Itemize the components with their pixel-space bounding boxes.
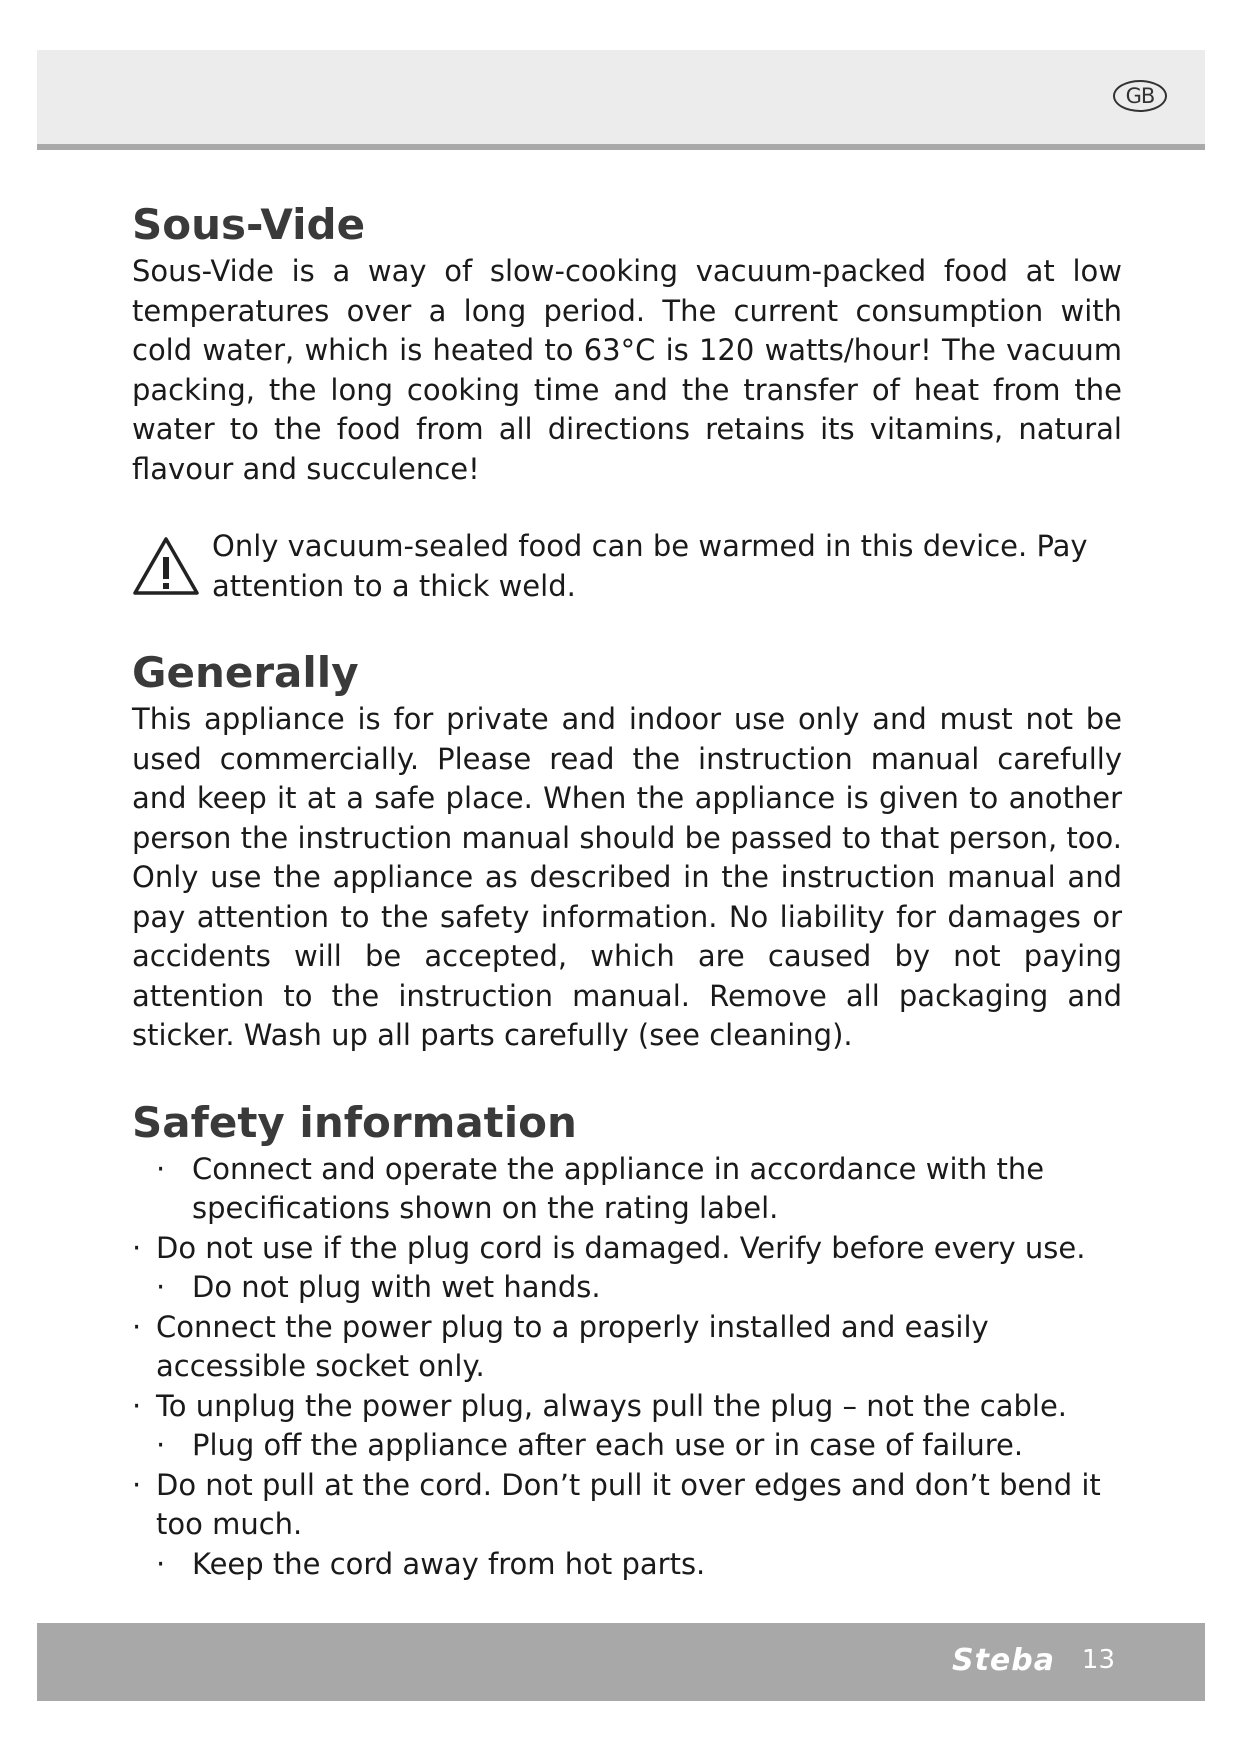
generally-body: This appliance is for private and indoor use only and must not be used commercially. Please read the instruction manual carefully and keep it at a safe place. When the appliance is given to another person the instruction manual should be passed to that person, too. Only use the appliance as described in the instruction manual and pay attention to the safety information. No liability for damages or accidents will be accepted, which are caused by not paying attention to the instruction manual. Remove all packaging and sticker. Wash up all parts carefully (see cleaning). bbox=[132, 702, 1122, 1052]
section-title-generally: Generally bbox=[132, 648, 359, 697]
list-item: · Do not plug with wet hands. bbox=[156, 1270, 601, 1304]
list-item: · Connect and operate the appliance in accordance with the specifications shown on the rating label. bbox=[156, 1151, 1045, 1225]
page-header bbox=[37, 50, 1205, 150]
list-item: · Connect the power plug to a properly installed and easily accessible socket only. bbox=[132, 1309, 989, 1383]
safety-list bbox=[132, 1150, 1122, 1585]
page-content bbox=[132, 198, 1122, 1584]
warning-text: Only vacuum-sealed food can be warmed in this device. Pay attention to a thick weld. bbox=[212, 529, 1088, 603]
page-footer bbox=[37, 1623, 1205, 1701]
list-item: · Do not pull at the cord. Don’t pull it over edges and don’t bend it too much. bbox=[132, 1467, 1101, 1541]
list-item: · To unplug the power plug, always pull the plug – not the cable. bbox=[132, 1388, 1068, 1423]
warning-note bbox=[132, 527, 1122, 606]
sous-vide-body: Sous-Vide is a way of slow-cooking vacuum-packed food at low temperatures over a long period. The current consumption with cold water, which is heated to 63°C is 120 watts/hour! The vacuum packing, the long cooking time and the transfer of heat from the water to the food from all directions retains its vitamins, natural flavour and succulence! bbox=[132, 254, 1122, 486]
section-sous-vide bbox=[132, 198, 1122, 606]
section-title-safety: Safety information bbox=[132, 1097, 577, 1147]
page-number: 13 bbox=[1081, 1645, 1115, 1675]
list-item: · Plug off the appliance after each use or in case of failure. bbox=[156, 1428, 1024, 1462]
brand-logo: Steba bbox=[951, 1643, 1055, 1678]
list-item: · Keep the cord away from hot parts. bbox=[156, 1546, 706, 1581]
section-title-sous-vide: Sous-Vide bbox=[132, 200, 366, 249]
list-item: · Do not use if the plug cord is damaged. Verify before every use. bbox=[132, 1230, 1086, 1265]
warning-icon bbox=[132, 527, 212, 606]
section-safety bbox=[132, 1096, 1122, 1585]
language-badge: GB bbox=[1113, 80, 1167, 112]
section-generally bbox=[132, 646, 1122, 1056]
